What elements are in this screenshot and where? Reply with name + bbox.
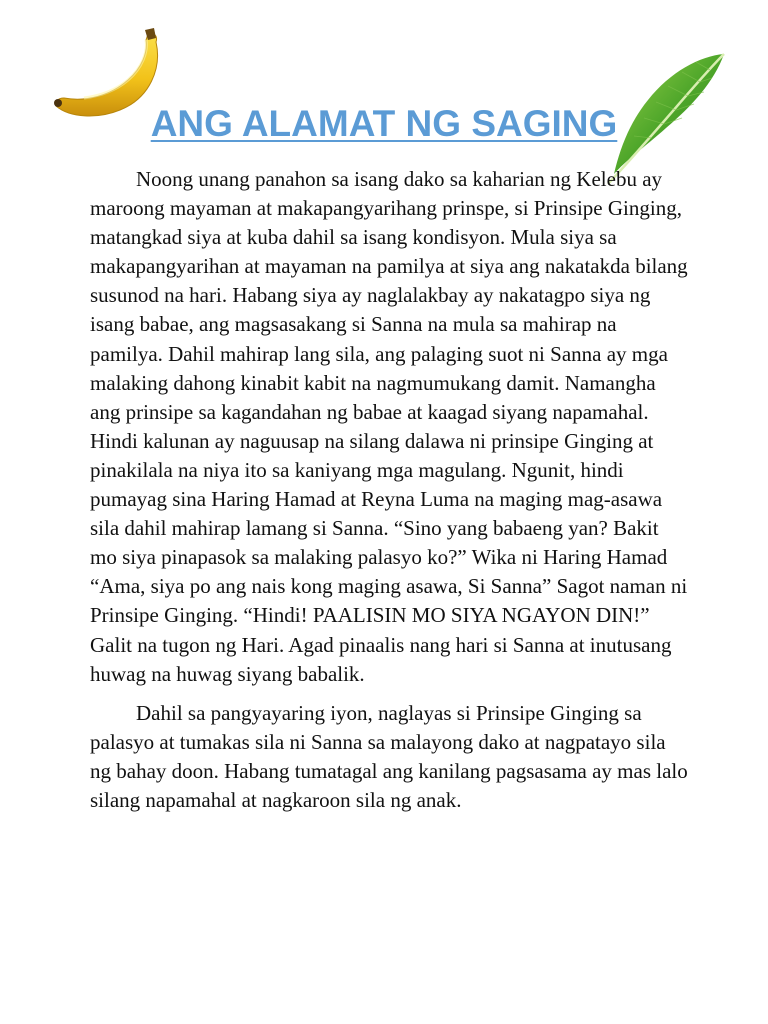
paragraph-2: Dahil sa pangyayaring iyon, naglayas si Prinsipe Ginging sa palasyo at tumakas sila ni Sanna sa malayong dako at nagpatayo sila ng bahay doon. Habang tumatagal ang kanilang pagsasama ay mas lalo silang napamahal at nagkaroon sila ng anak. — [90, 700, 688, 812]
paragraph-1: Noong unang panahon sa isang dako sa kaharian ng Kelebu ay maroong mayaman at makapangyarihang prinspe, si Prinsipe Ginging, matangkad siya at kuba dahil sa isang kondisyon. Mula siya sa makapangyarihan at mayaman na pamilya at siya ang nakatakda bilang susunod na hari. Habang siya ay naglalakbay ay nakatagpo siya ng isang babae, ang magsasakang si Sanna na mula sa mahirap na pamilya. Dahil mahirap lang sila, ang palaging suot ni Sanna ay mga malaking dahong kinabit kabit na nagmumukang damit. Namangha ang prinsipe sa kagandahan ng babae at kaagad siyang napamahal. Hindi kalunan ay naguusap na silang dalawa ni prinsipe Ginging at pinakilala na niya ito sa kaniyang mga magulang. Ngunit, hindi pumayag sina Haring Hamad at Reyna Luma na maging mag-asawa sila dahil mahirap lamang si Sanna. “Sino yang babaeng yan? Bakit mo siya pinapasok sa malaking palasyo ko?” Wika ni Haring Hamad “Ama, siya po ang nais kong maging asawa, Si Sanna” Sagot naman ni Prinsipe Ginging. “Hindi! PAALISIN MO SIYA NGAYON DIN!” Galit na tugon ng Hari. Agad pinaalis nang hari si Sanna at inutusang huwag na huwag siyang babalik. — [90, 167, 688, 686]
document-body — [90, 165, 690, 825]
document-title: ANG ALAMAT NG SAGING — [150, 103, 618, 144]
